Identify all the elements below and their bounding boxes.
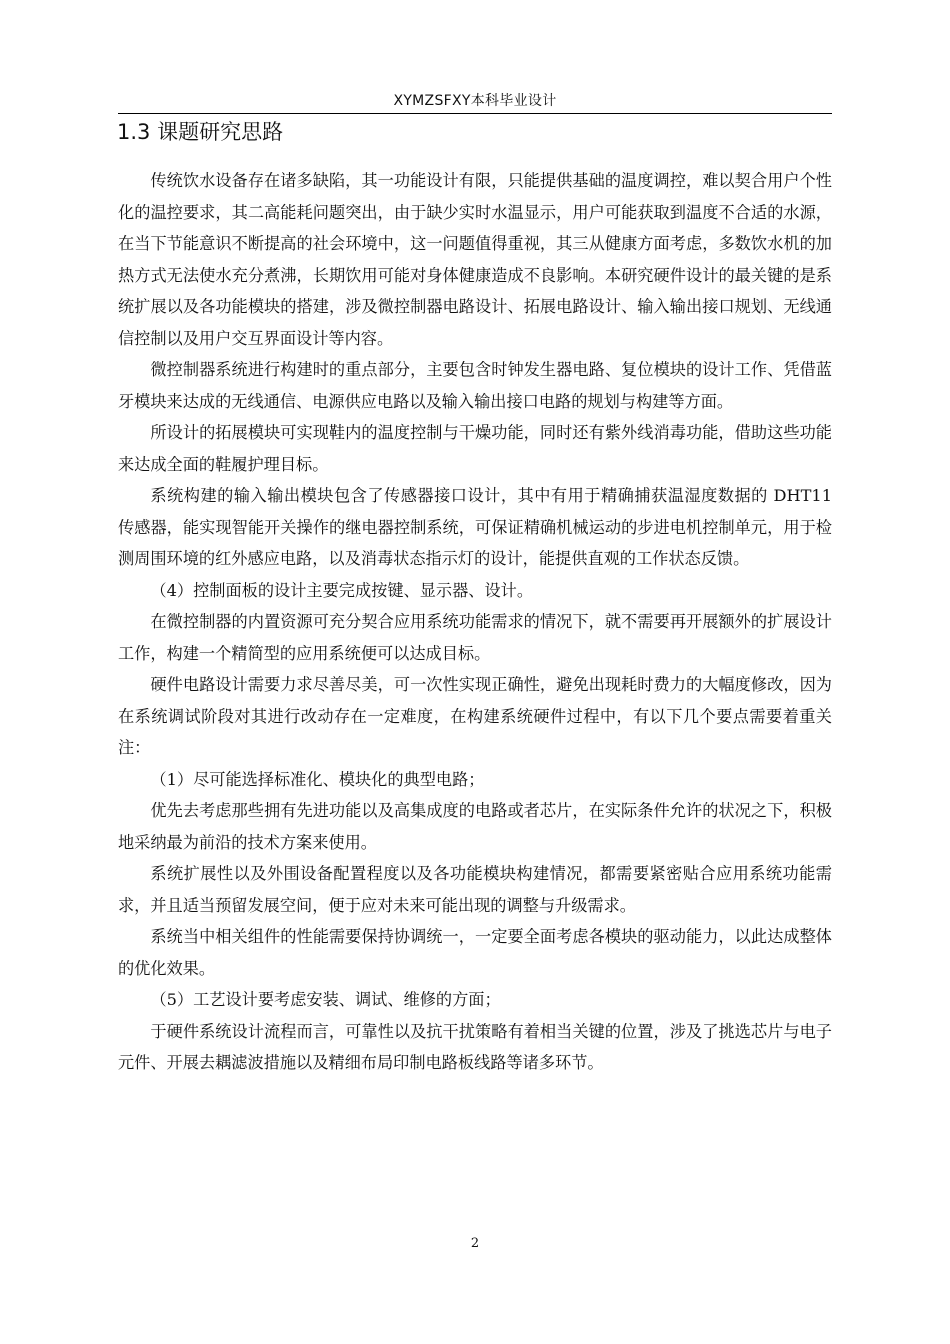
paragraph: 传统饮水设备存在诸多缺陷，其一功能设计有限，只能提供基础的温度调控，难以契合用户个性化的温控要求，其二高能耗问题突出，由于缺少实时水温显示，用户可能获取到温度不合适的水源，在当下节能意识不断提高的社会环境中，这一问题值得重视，其三从健康方面考虑，多数饮水机的加热方式无法使水充分煮沸，长期饮用可能对身体健康造成不良影响。本研究硬件设计的最关键的是系统扩展以及各功能模块的搭建，涉及微控制器电路设计、拓展电路设计、输入输出接口规划、无线通信控制以及用户交互界面设计等内容。 [118, 171, 832, 348]
paragraph: 所设计的拓展模块可实现鞋内的温度控制与干燥功能，同时还有紫外线消毒功能，借助这些功能来达成全面的鞋履护理目标。 [118, 423, 832, 474]
body-text [118, 165, 832, 1079]
list-item-paragraph: （4）控制面板的设计主要完成按键、显示器、设计。 [150, 580, 534, 600]
paragraph: 系统当中相关组件的性能需要保持协调统一，一定要全面考虑各模块的驱动能力，以此达成整体的优化效果。 [118, 927, 832, 978]
paragraph: 系统扩展性以及外围设备配置程度以及各功能模块构建情况，都需要紧密贴合应用系统功能需求，并且适当预留发展空间，便于应对未来可能出现的调整与升级需求。 [118, 864, 832, 915]
list-item-paragraph: （1）尽可能选择标准化、模块化的典型电路； [150, 769, 485, 789]
header-rule [118, 113, 832, 114]
paragraph: 于硬件系统设计流程而言，可靠性以及抗干扰策略有着相当关键的位置，涉及了挑选芯片与电子元件、开展去耦滤波措施以及精细布局印制电路板线路等诸多环节。 [118, 1021, 832, 1072]
paragraph: 在微控制器的内置资源可充分契合应用系统功能需求的情况下，就不需要再开展额外的扩展设计工作，构建一个精简型的应用系统便可以达成目标。 [118, 612, 832, 663]
paragraph: 系统构建的输入输出模块包含了传感器接口设计，其中有用于精确捕获温湿度数据的 DHT11 传感器，能实现智能开关操作的继电器控制系统，可保证精确机械运动的步进电机控制单元，用于检测周围环境的红外感应电路，以及消毒状态指示灯的设计，能提供直观的工作状态反馈。 [118, 486, 832, 568]
list-item-paragraph: （5）工艺设计要考虑安装、调试、维修的方面； [150, 990, 501, 1009]
paragraph: 优先去考虑那些拥有先进功能以及高集成度的电路或者芯片，在实际条件允许的状况之下，积极地采纳最为前沿的技术方案来使用。 [118, 801, 832, 852]
paragraph: 微控制器系统进行构建时的重点部分，主要包含时钟发生器电路、复位模块的设计工作、凭借蓝牙模块来达成的无线通信、电源供应电路以及输入输出接口电路的规划与构建等方面。 [118, 360, 832, 411]
paragraph: 硬件电路设计需要力求尽善尽美，可一次性实现正确性，避免出现耗时费力的大幅度修改，因为在系统调试阶段对其进行改动存在一定难度，在构建系统硬件过程中，有以下几个要点需要着重关注： [118, 675, 832, 757]
section-title: 1.3 课题研究思路 [117, 120, 284, 144]
page-number: 2 [470, 1236, 480, 1251]
running-header: XYMZSFXY本科毕业设计 [393, 93, 557, 109]
